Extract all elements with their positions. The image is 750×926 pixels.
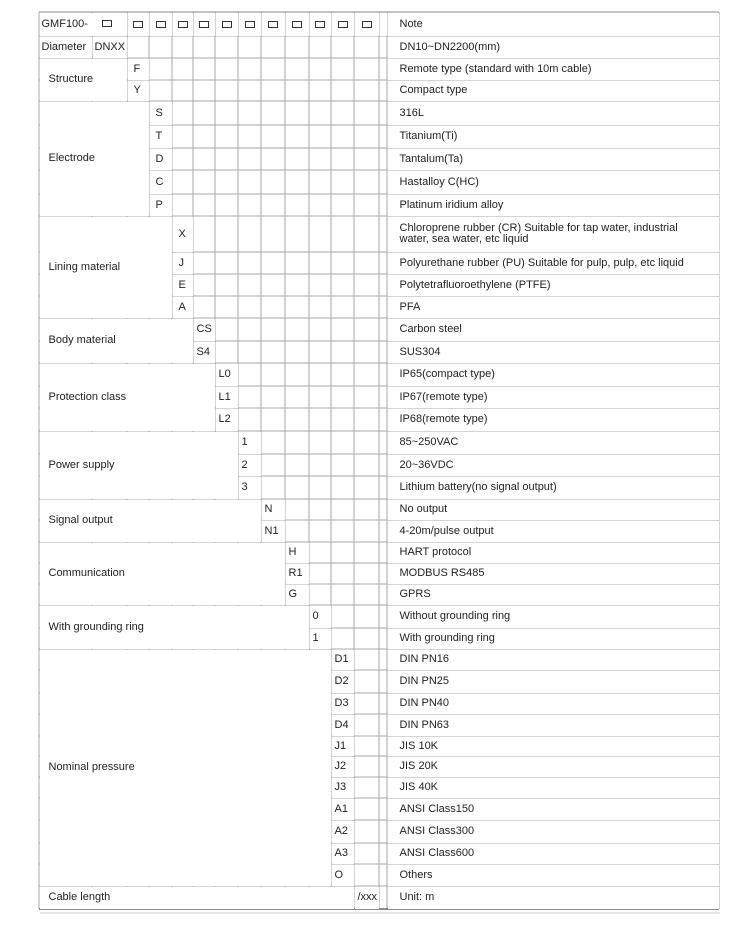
option-note — [388, 844, 719, 864]
option-note-text: GPRS — [399, 588, 431, 600]
option-note — [388, 126, 719, 148]
diameter-note-text: DN10~DN2200(mm) — [399, 40, 501, 53]
option-code — [128, 59, 149, 80]
option-code-text: O — [334, 868, 344, 881]
option-note — [388, 297, 719, 318]
option-note — [388, 171, 719, 194]
group-label-protection-text: Protection class — [48, 390, 127, 403]
option-code-text: D2 — [334, 675, 349, 687]
option-note — [388, 195, 719, 216]
group-label-body-text: Body material — [48, 334, 116, 346]
group-label-structure-text: Structure — [48, 73, 94, 85]
option-code-text: 0 — [312, 610, 319, 622]
option-note-text: Chloroprene rubber (CR) Suitable for tap water, industrial water, sea water, etc liquid — [399, 222, 678, 245]
option-code-text: D1 — [334, 653, 349, 665]
option-code-text: T — [155, 130, 163, 142]
group-label-cable-text: Cable length — [48, 891, 111, 903]
option-code — [355, 887, 379, 909]
group-label-grounding — [40, 606, 309, 649]
code-slot — [262, 13, 285, 36]
group-label-lining — [40, 217, 172, 318]
option-note — [388, 387, 719, 408]
option-note-text: Unit: m — [399, 891, 435, 903]
option-note — [388, 342, 719, 363]
group-label-power — [40, 432, 238, 499]
group-label-power-text: Power supply — [48, 458, 115, 471]
option-note — [388, 364, 719, 386]
code-box-icon — [362, 21, 372, 28]
option-code-text: 1 — [241, 436, 248, 448]
option-code-text: L2 — [218, 413, 231, 425]
option-code — [332, 671, 354, 693]
note-header — [388, 13, 719, 36]
option-code-text: S4 — [196, 345, 210, 358]
option-code-text: 3 — [241, 481, 248, 493]
option-code — [194, 319, 215, 341]
option-note — [388, 887, 719, 909]
group-label-communication — [40, 543, 285, 605]
option-note — [388, 275, 719, 296]
option-note-text: 316L — [399, 106, 424, 119]
option-code — [173, 217, 193, 252]
option-note-text: HART protocol — [399, 546, 472, 558]
option-code — [150, 195, 172, 216]
option-code — [216, 387, 238, 408]
option-note — [388, 865, 719, 886]
option-note-text: Platinum iridium alloy — [399, 198, 504, 211]
option-note — [388, 671, 719, 693]
code-slot — [173, 13, 193, 36]
option-code-text: L0 — [218, 368, 231, 380]
option-note-text: With grounding ring — [399, 632, 495, 644]
code-box-icon — [315, 21, 325, 28]
group-label-body — [40, 319, 193, 363]
option-note — [388, 715, 719, 736]
option-code — [262, 500, 285, 520]
group-label-electrode — [40, 102, 149, 216]
option-code-text: CS — [196, 323, 212, 335]
code-box-icon — [268, 21, 278, 28]
option-code — [310, 606, 331, 628]
option-note — [388, 778, 719, 798]
code-box-icon — [178, 21, 188, 28]
option-code — [150, 102, 172, 125]
option-code — [239, 455, 261, 476]
model-prefix-text: GMF100- — [41, 17, 88, 30]
option-code — [150, 171, 172, 194]
option-code-text: J — [178, 256, 184, 269]
option-note-text: ANSI Class600 — [399, 847, 475, 859]
diameter-label — [40, 37, 92, 58]
option-code — [332, 757, 354, 777]
option-note — [388, 821, 719, 843]
group-label-grounding-text: With grounding ring — [48, 620, 144, 633]
option-note-text: Compact type — [399, 84, 468, 96]
code-slot — [216, 13, 238, 36]
diameter-code-text: DNXX — [94, 40, 126, 53]
option-note — [388, 319, 719, 341]
option-code-text: D — [155, 152, 164, 165]
option-note-text: DIN PN25 — [399, 675, 450, 687]
option-code-text: X — [178, 227, 186, 240]
option-code-text: R1 — [288, 567, 303, 579]
option-code-text: S — [155, 106, 163, 119]
group-label-protection — [40, 364, 215, 431]
option-note — [388, 149, 719, 170]
option-note-text: JIS 20K — [399, 760, 439, 772]
option-code — [332, 694, 354, 714]
code-box-icon — [133, 21, 143, 28]
option-code — [332, 799, 354, 820]
option-code-text: P — [155, 198, 163, 211]
option-code-text: A2 — [334, 825, 348, 837]
code-box-icon — [222, 21, 232, 28]
code-box-icon — [156, 21, 166, 28]
code-slot — [128, 13, 149, 36]
option-note — [388, 59, 719, 80]
code-slot — [355, 13, 379, 36]
option-note-text: IP65(compact type) — [399, 368, 495, 380]
option-note-text: Lithium battery(no signal output) — [399, 481, 557, 493]
code-slot — [194, 13, 215, 36]
code-slot — [332, 13, 354, 36]
group-label-cable — [40, 887, 354, 909]
option-note-text: DIN PN16 — [399, 653, 450, 665]
option-code — [286, 564, 309, 584]
code-slot — [286, 13, 309, 36]
option-note-text: 85~250VAC — [399, 436, 459, 448]
option-code-text: L1 — [218, 390, 231, 403]
option-code-text: J3 — [334, 781, 347, 793]
option-code — [286, 585, 309, 605]
option-note — [388, 477, 719, 499]
code-box-icon — [292, 21, 302, 28]
option-code — [310, 629, 331, 649]
code-box-icon — [245, 21, 255, 28]
option-note-text: IP67(remote type) — [399, 390, 488, 403]
option-note-text: Hastalloy C(HC) — [399, 175, 479, 188]
option-note-text: Remote type (standard with 10m cable) — [399, 62, 592, 75]
option-code — [332, 844, 354, 864]
option-code — [332, 737, 354, 756]
option-note-text: IP68(remote type) — [399, 413, 488, 425]
option-note — [388, 455, 719, 476]
group-label-structure — [40, 59, 127, 101]
option-code — [332, 865, 354, 886]
group-label-pressure — [40, 650, 331, 886]
option-code — [332, 715, 354, 736]
option-note-text: SUS304 — [399, 345, 441, 358]
option-code — [332, 778, 354, 798]
option-code-text: J1 — [334, 739, 347, 752]
option-code-text: E — [178, 278, 186, 291]
option-note-text: No output — [399, 503, 448, 515]
option-note — [388, 694, 719, 714]
option-code — [150, 149, 172, 170]
note-header-text: Note — [399, 17, 423, 30]
option-note — [388, 253, 719, 274]
option-code-text: 2 — [241, 458, 248, 471]
option-code-text: N — [264, 503, 273, 515]
group-label-pressure-text: Nominal pressure — [48, 761, 135, 773]
option-note — [388, 799, 719, 820]
option-note-text: Others — [399, 868, 433, 881]
option-code — [150, 126, 172, 148]
option-code-text: Y — [133, 84, 141, 96]
option-note — [388, 543, 719, 563]
option-code — [128, 81, 149, 101]
option-code-text: N1 — [264, 524, 279, 537]
option-code-text: D4 — [334, 718, 349, 731]
option-note-text: ANSI Class150 — [399, 802, 475, 815]
option-code-text: H — [288, 546, 297, 558]
option-note — [388, 432, 719, 454]
option-note-text: Titanium(Ti) — [399, 130, 458, 142]
option-note-text: Carbon steel — [399, 323, 462, 335]
group-label-communication-text: Communication — [48, 567, 125, 579]
option-code-text: /xxx — [357, 891, 378, 903]
option-note-text: ANSI Class300 — [399, 825, 475, 837]
option-code — [239, 477, 261, 499]
option-note-text: Without grounding ring — [399, 610, 511, 622]
option-note — [388, 737, 719, 756]
option-note-text: DIN PN63 — [399, 718, 450, 731]
code-box-icon — [338, 21, 348, 28]
group-label-lining-text: Lining material — [48, 260, 121, 273]
option-code — [173, 297, 193, 318]
diameter-note — [388, 37, 719, 58]
option-code-text: F — [133, 62, 141, 75]
option-note — [388, 409, 719, 431]
code-box-icon — [102, 20, 112, 27]
option-note — [388, 217, 719, 252]
option-note — [388, 757, 719, 777]
code-slot — [380, 13, 387, 36]
option-note-text: Polytetrafluoroethylene (PTFE) — [399, 278, 551, 291]
option-note — [388, 521, 719, 542]
option-note-text: 4-20m/pulse output — [399, 524, 494, 537]
option-code — [216, 364, 238, 386]
option-note — [388, 606, 719, 628]
option-note-text: JIS 10K — [399, 739, 439, 752]
diameter-label-text: Diameter — [41, 40, 87, 53]
code-slot — [150, 13, 172, 36]
group-label-signal — [40, 500, 261, 542]
option-code-text: G — [288, 588, 298, 600]
code-box-icon — [199, 21, 209, 28]
option-code — [173, 275, 193, 296]
option-code — [286, 543, 309, 563]
option-code — [332, 821, 354, 843]
option-note — [388, 650, 719, 670]
option-note-text: 20~36VDC — [399, 458, 454, 471]
option-note-text: Polyurethane rubber (PU) Suitable for pulp, pulp, etc liquid — [399, 256, 684, 269]
option-code — [262, 521, 285, 542]
option-note — [388, 564, 719, 584]
group-label-electrode-text: Electrode — [48, 152, 95, 164]
option-code-text: A1 — [334, 802, 348, 815]
option-note-text: DIN PN40 — [399, 697, 450, 709]
option-code-text: D3 — [334, 697, 349, 709]
option-note-text: Tantalum(Ta) — [399, 152, 464, 165]
option-code-text: A3 — [334, 847, 348, 859]
option-note — [388, 500, 719, 520]
option-code-text: 1 — [312, 632, 319, 644]
option-note — [388, 585, 719, 605]
option-code-text: J2 — [334, 760, 347, 772]
option-code-text: A — [178, 300, 186, 313]
option-code-text: C — [155, 175, 164, 188]
option-note-text: PFA — [399, 300, 421, 313]
option-code — [332, 650, 354, 670]
option-note-text: JIS 40K — [399, 781, 439, 793]
option-note-text: MODBUS RS485 — [399, 567, 485, 579]
option-code — [216, 409, 238, 431]
option-note — [388, 102, 719, 125]
diameter-code — [93, 37, 127, 58]
option-note — [388, 629, 719, 649]
option-code — [239, 432, 261, 454]
option-note — [388, 81, 719, 101]
model-prefix — [40, 13, 127, 36]
option-code — [173, 253, 193, 274]
group-label-signal-text: Signal output — [48, 514, 113, 526]
option-code — [194, 342, 215, 363]
code-slot — [239, 13, 261, 36]
code-slot — [310, 13, 331, 36]
